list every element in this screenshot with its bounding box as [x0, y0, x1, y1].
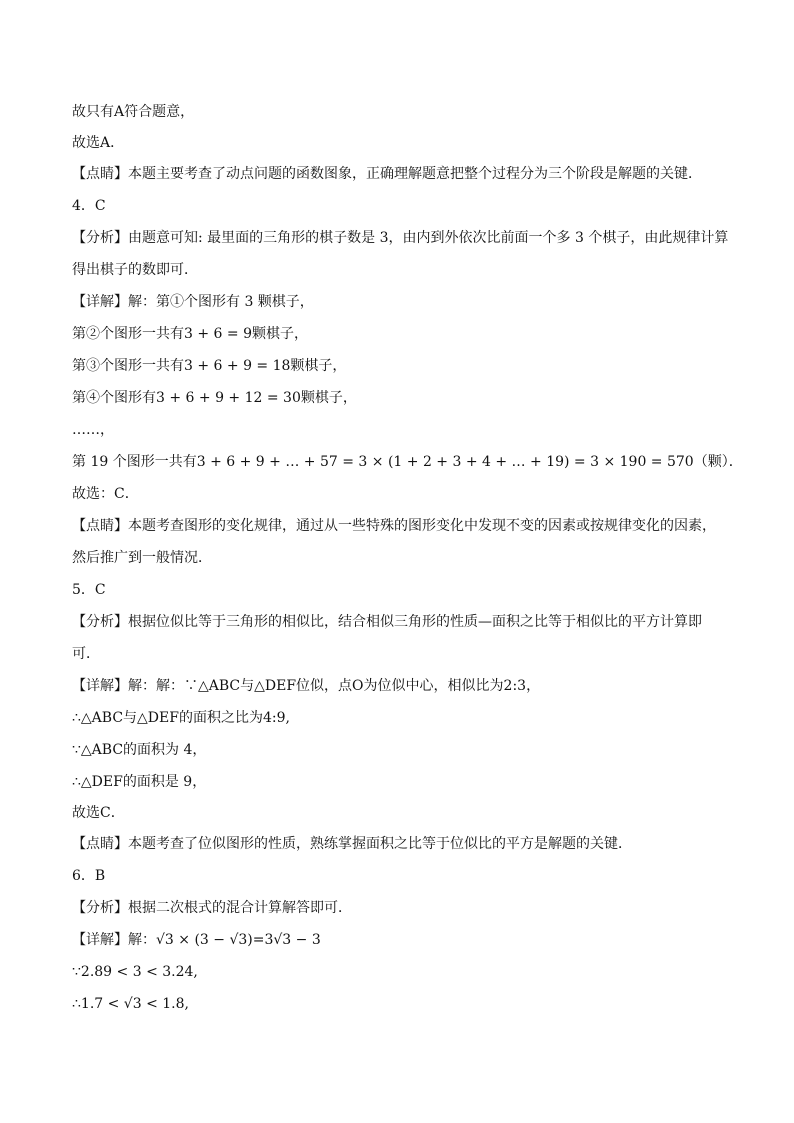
text-line: 【详解】解：第①个图形有 3 颗棋子， [72, 294, 314, 310]
text-line: 【点睛】本题考查图形的变化规律，通过从一些特殊的图形变化中发现不变的因素或按规律变化的因素， [72, 518, 716, 534]
question-number: 5．C [72, 582, 106, 598]
text-line: 故选C． [72, 805, 125, 821]
text-line: 【详解】解：解：∵△ABC与△DEF位似，点O为位似中心，相似比为2:3， [72, 678, 541, 694]
text-line: 第④个图形有3 + 6 + 9 + 12 = 30颗棋子， [72, 390, 357, 406]
text-line: ∴△DEF的面积是 9， [72, 774, 207, 790]
text-line: 【点睛】本题考查了位似图形的性质，熟练掌握面积之比等于位似比的平方是解题的关键． [72, 836, 632, 852]
text-line: 得出棋子的数即可． [72, 262, 198, 278]
question-number: 6．B [72, 868, 106, 884]
question-number: 4．C [72, 198, 106, 214]
text-line: 第③个图形一共有3 + 6 + 9 = 18颗棋子， [72, 358, 347, 374]
text-line: 故只有A符合题意， [72, 104, 195, 120]
text-line: 第②个图形一共有3 + 6 = 9颗棋子， [72, 326, 308, 342]
text-line: 然后推广到一般情况． [72, 550, 212, 566]
text-line: 【分析】根据位似比等于三角形的相似比，结合相似三角形的性质—面积之比等于相似比的平方计算即 [72, 614, 702, 630]
text-line: 【点睛】本题主要考查了动点问题的函数图象，正确理解题意把整个过程分为三个阶段是解题的关键． [72, 166, 702, 182]
text-line: 故选：C． [72, 486, 139, 502]
text-line: 【分析】由题意可知: 最里面的三角形的棋子数是 3，由内到外依次比前面一个多 3 个棋子，由此规律计算 [72, 230, 729, 246]
text-line: 可． [72, 646, 100, 662]
text-line: ∵△ABC的面积为 4， [72, 742, 207, 758]
text-line: 【详解】解：√3 × (3 − √3)=3√3 − 3 [72, 932, 321, 948]
text-line: 第 19 个图形一共有3 + 6 + 9 + … + 57 = 3 × (1 + 2 + 3 + 4 + … + 19) = 3 × 190 = 570（颗）． [72, 454, 743, 470]
text-line: 故选A． [72, 135, 125, 151]
text-line: ……， [72, 422, 114, 438]
text-line: 【分析】根据二次根式的混合计算解答即可． [72, 900, 352, 916]
text-line: ∴△ABC与△DEF的面积之比为4:9, [72, 710, 290, 726]
text-line: ∴1.7 < √3 < 1.8, [72, 996, 189, 1012]
text-line: ∵2.89 < 3 < 3.24, [72, 964, 198, 980]
